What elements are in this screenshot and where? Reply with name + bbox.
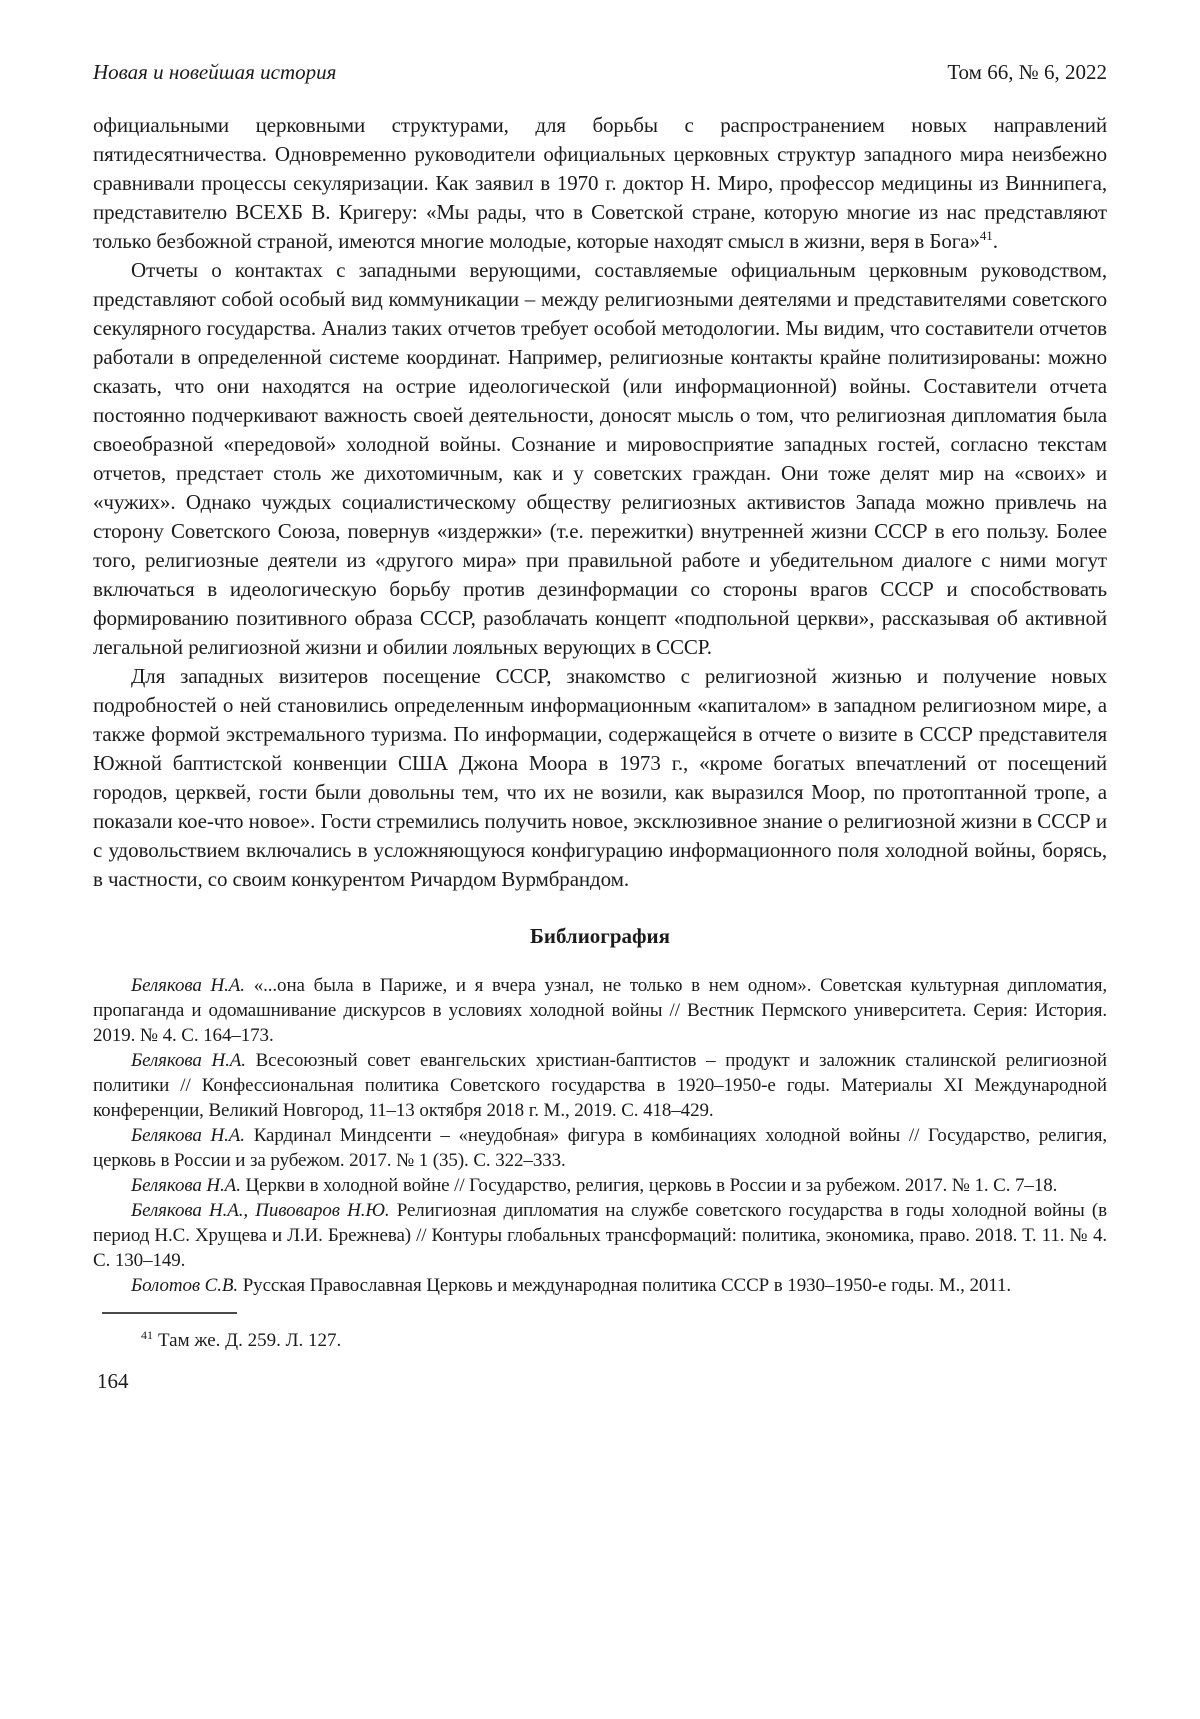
bibliography-entry-authors: Болотов С.В. bbox=[131, 1275, 239, 1296]
bibliography-heading: Библиография bbox=[529, 924, 671, 948]
footnote-ref-41: 41 bbox=[979, 228, 993, 243]
bibliography-entry-text: Религиозная дипломатия на службе советского государства в годы холодной войны (в период Н.С. Хрущева и Л.И. Брежнева) // Контуры глобальных трансформаций: политика, экономика, право. 2018. Т. 11. № 4. С. 130–149. bbox=[93, 1200, 1107, 1271]
bibliography-entry-text: Русская Православная Церковь и международная политика СССР в 1930–1950-е годы. М., 2011. bbox=[238, 1275, 1012, 1296]
bibliography-entry-authors: Белякова Н.А., Пивоваров Н.Ю. bbox=[131, 1200, 390, 1221]
bibliography-entry-text: «...она была в Париже, и я вчера узнал, не только в нем одном». Советская культурная дипломатия, пропаганда и одомашнивание дискурсов в условиях холодной войны // Вестник Пермского университета. Серия: История. 2019. № 4. С. 164–173. bbox=[93, 975, 1107, 1046]
bibliography-entry-text: Церкви в холодной войне // Государство, религия, церковь в России и за рубежом. 2017. № 1. С. 7–18. bbox=[240, 1175, 1058, 1196]
paragraph-1-after-ref: . bbox=[992, 229, 998, 253]
bibliography-entry bbox=[93, 973, 1107, 1048]
paragraph-2: Отчеты о контактах с западными верующими, составляемые официальным церковным руководством, представляют собой особый вид коммуникации – между религиозными деятелями и представителями советского секулярного государства. Анализ таких отчетов требует особой методологии. Мы видим, что составители отчетов работали в определенной системе координат. Например, религиозные контакты крайне политизированы: можно сказать, что они находятся на острие идеологической (или информационной) войны. Составители отчета постоянно подчеркивают важность своей деятельности, доносят мысль о том, что религиозная дипломатия была своеобразной «передовой» холодной войны. Сознание и мировосприятие западных гостей, согласно текстам отчетов, предстает столь же дихотомичным, как и у советских граждан. Они тоже делят мир на «своих» и «чужих». Однако чуждых социалистическому обществу религиозных активистов Запада можно привлечь на сторону Советского Союза, повернув «издержки» (т.е. пережитки) внутренней жизни СССР в его пользу. Более того, религиозные деятели из «другого мира» при правильной работе и убедительном диалоге с ними могут включаться в идеологическую борьбу против дезинформации со стороны врагов СССР и способствовать формированию позитивного образа СССР, разоблачать концепт «подпольной церкви», рассказывая об активной легальной религиозной жизни и обилии лояльных верующих в СССР. bbox=[93, 258, 1107, 659]
bibliography-section bbox=[93, 973, 1107, 1298]
bibliography-entry-authors: Белякова Н.А. bbox=[131, 1125, 245, 1146]
paragraph-3: Для западных визитеров посещение СССР, знакомство с религиозной жизнью и получение новых подробностей о ней становились определенным информационным «капиталом» в западном религиозном мире, а также формой экстремального туризма. По информации, содержащейся в отчете о визите в СССР представителя Южной баптистской конвенции США Джона Моора в 1973 г., «кроме богатых впечатлений от посещений городов, церквей, гости были довольны тем, что их не возили, как выразился Моор, по протоптанной тропе, а показали кое-что новое». Гости стремились получить новое, эксклюзивное знание о религиозной жизни в СССР и с удовольствием включались в усложняющуюся конфигурацию информационного поля холодной войны, борясь, в частности, со своим конкурентом Ричардом Вурмбрандом. bbox=[93, 664, 1107, 891]
paragraph-1 bbox=[93, 111, 1107, 256]
bibliography-entry bbox=[93, 1048, 1107, 1123]
page-footer bbox=[93, 1312, 1107, 1394]
paragraph-1-text: официальными церковными структурами, для борьбы с распространением новых направлений пятидесятничества. Одновременно руководители официальных церковных структур западного мира неизбежно сравнивали процессы секуляризации. Как заявил в 1970 г. доктор Н. Миро, профессор медицины из Виннипега, представителю ВСЕХБ В. Кригеру: «Мы рады, что в Советской стране, которую многие из нас представляют только безбожной страной, имеются многие молодые, которые находят смысл в жизни, веря в Бога» bbox=[93, 113, 1107, 253]
bibliography-entry-text: Всесоюзный совет евангельских христиан-баптистов – продукт и заложник сталинской религиозной политики // Конфессиональная политика Советского государства в 1920–1950-е годы. Материалы XI Международной конференции, Великий Новгород, 11–13 октября 2018 г. М., 2019. С. 418–429. bbox=[93, 1050, 1107, 1121]
page-number: 164 bbox=[97, 1369, 129, 1393]
bibliography-entry-authors: Белякова Н.А. bbox=[131, 975, 245, 996]
footnote-rule bbox=[102, 1312, 237, 1314]
bibliography-entry bbox=[93, 1273, 1107, 1298]
bibliography-entry-authors: Белякова Н.А. bbox=[131, 1050, 246, 1071]
bibliography-entry bbox=[93, 1198, 1107, 1273]
footnote bbox=[93, 1328, 1107, 1353]
running-head bbox=[93, 60, 1107, 85]
journal-title: Новая и новейшая история bbox=[93, 60, 337, 84]
bibliography-entry-text: Кардинал Миндсенти – «неудобная» фигура в комбинациях холодной войны // Государство, религия, церковь в России и за рубежом. 2017. № 1 (35). С. 322–333. bbox=[93, 1125, 1108, 1171]
bibliography-entry bbox=[93, 1123, 1107, 1173]
issue-info: Том 66, № 6, 2022 bbox=[947, 60, 1107, 84]
bibliography-entry bbox=[93, 1173, 1107, 1198]
article-body bbox=[93, 111, 1107, 894]
footnote-marker: 41 bbox=[141, 1327, 153, 1342]
footnote-text: Там же. Д. 259. Л. 127. bbox=[158, 1330, 342, 1351]
bibliography-entry-authors: Белякова Н.А. bbox=[131, 1175, 241, 1196]
